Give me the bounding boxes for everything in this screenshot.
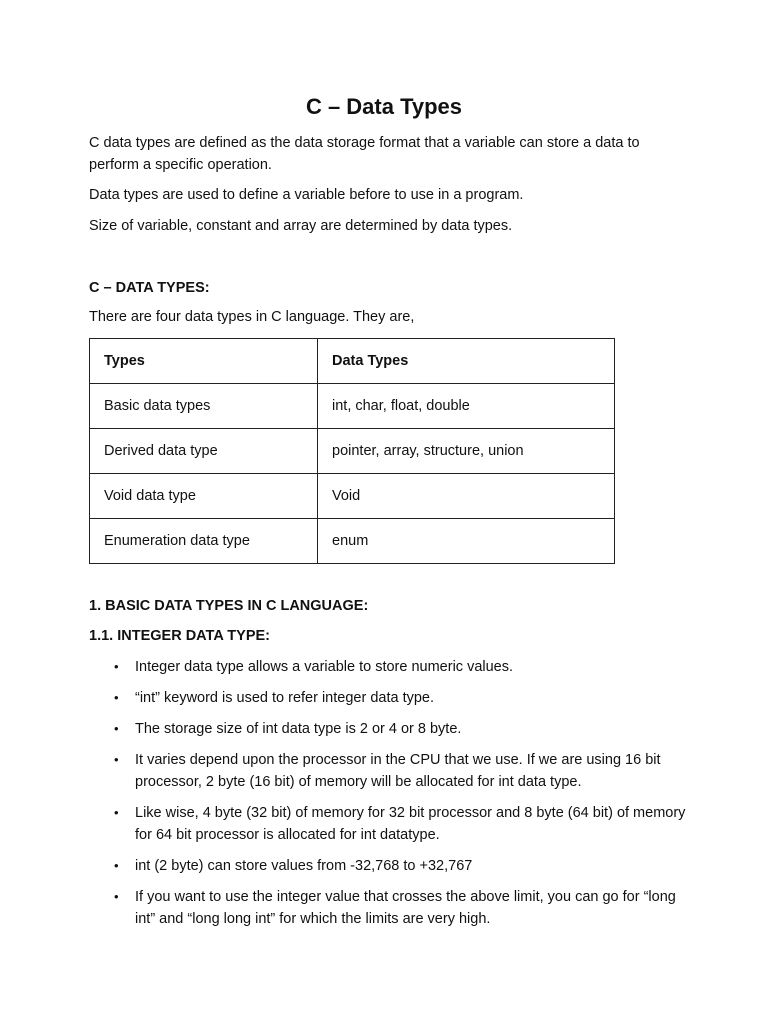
table-cell: Basic data types [90,384,318,429]
table-header-cell: Types [90,339,318,384]
table-cell: enum [318,519,615,564]
section-intro: There are four data types in C language. They are, [89,309,415,325]
bullet-icon: • [114,690,119,705]
section-heading: C – DATA TYPES: [89,280,210,296]
list-item [89,802,689,846]
page-title: C – Data Types [305,94,463,119]
table-cell: int, char, float, double [318,384,615,429]
list-item [89,687,689,709]
heading-integer-data-type: 1.1. INTEGER DATA TYPE: [89,628,271,644]
list-item [89,855,689,877]
table-cell: Enumeration data type [90,519,318,564]
bullet-icon: • [114,659,119,674]
list-item-text: “int” keyword is used to refer integer data type. [135,690,435,706]
table-row [90,474,615,519]
table-cell: Derived data type [90,429,318,474]
bullet-icon: • [114,889,119,904]
table-header-row [90,339,615,384]
table-row [90,384,615,429]
list-item [89,718,689,740]
list-item [89,749,689,793]
intro-paragraph-2: Data types are used to define a variable before to use in a program. [89,187,524,203]
list-item-text: Integer data type allows a variable to store numeric values. [135,659,514,675]
bullet-icon: • [114,805,119,820]
table-header-cell: Data Types [318,339,615,384]
table-cell: pointer, array, structure, union [318,429,615,474]
list-item-text: Like wise, 4 byte (32 bit) of memory for 32 bit processor and 8 byte (64 bit) of memory for 64 bit processor is allocated for int datatype. [135,805,686,843]
intro-paragraph-1: C data types are defined as the data storage format that a variable can store a data to perform a specific operation. [89,135,640,173]
data-types-table [89,338,615,564]
list-item [89,656,689,678]
list-item-text: If you want to use the integer value that crosses the above limit, you can go for “long int” and “long long int” for which the limits are very high. [135,889,676,927]
table-row [90,519,615,564]
table-row [90,429,615,474]
heading-basic-data-types: 1. BASIC DATA TYPES IN C LANGUAGE: [89,598,369,614]
integer-bullet-list [89,656,689,939]
list-item-text: It varies depend upon the processor in the CPU that we use. If we are using 16 bit processor, 2 byte (16 bit) of memory will be allocated for int data type. [135,752,661,790]
table-cell: Void data type [90,474,318,519]
table-cell: Void [318,474,615,519]
bullet-icon: • [114,858,119,873]
bullet-icon: • [114,721,119,736]
bullet-icon: • [114,752,119,767]
list-item-text: The storage size of int data type is 2 or 4 or 8 byte. [135,721,462,737]
list-item-text: int (2 byte) can store values from -32,768 to +32,767 [135,858,473,874]
intro-paragraph-3: Size of variable, constant and array are determined by data types. [89,218,513,234]
list-item [89,886,689,930]
